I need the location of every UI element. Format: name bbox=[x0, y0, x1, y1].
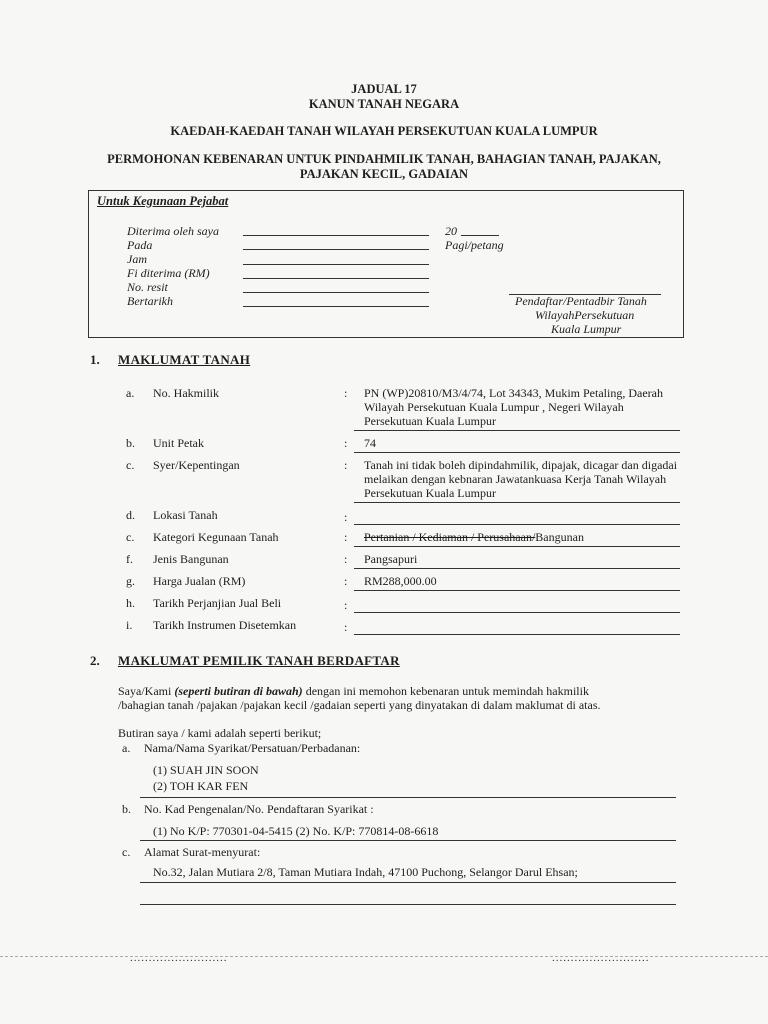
date-field[interactable] bbox=[243, 249, 429, 250]
sub-letter: c. bbox=[122, 845, 131, 859]
colon: : bbox=[344, 574, 348, 588]
act-title: KANUN TANAH NEGARA bbox=[308, 97, 460, 111]
owner-name-1: (1) SUAH JIN SOON bbox=[153, 763, 259, 777]
form-title-line2: PAJAKAN KECIL, GADAIAN bbox=[299, 167, 469, 181]
office-use-title: Untuk Kegunaan Pejabat bbox=[97, 194, 229, 208]
mailing-address-value: No.32, Jalan Mutiara 2/8, Taman Mutiara Indah, 47100 Puchong, Selangor Darul Ehsan; bbox=[153, 865, 578, 879]
item-letter: d. bbox=[126, 508, 135, 522]
fee-field[interactable] bbox=[243, 278, 429, 279]
declaration-prefix: Saya/Kami bbox=[118, 684, 175, 698]
mailing-address-line2 bbox=[140, 904, 676, 905]
building-type-label: Jenis Bangunan bbox=[153, 552, 229, 566]
sale-price-line bbox=[354, 590, 680, 591]
receipt-field[interactable] bbox=[243, 292, 429, 293]
rules-title: KAEDAH-KAEDAH TANAH WILAYAH PERSEKUTUAN KUALA LUMPUR bbox=[170, 124, 598, 138]
colon: : bbox=[344, 620, 348, 634]
title-number-line bbox=[354, 430, 680, 431]
land-location-field[interactable] bbox=[354, 524, 680, 525]
signature-dots-left: .......................... bbox=[130, 952, 228, 964]
section1-title: MAKLUMAT TANAH bbox=[118, 352, 251, 367]
item-letter: i. bbox=[126, 618, 133, 632]
colon: : bbox=[344, 552, 348, 566]
owner-name-2: (2) TOH KAR FEN bbox=[153, 779, 249, 793]
share-interest-line bbox=[354, 502, 680, 503]
mailing-address-label: Alamat Surat-menyurat: bbox=[144, 845, 261, 859]
stamp-date-label: Tarikh Instrumen Disetemkan bbox=[153, 618, 297, 632]
owner-name-line bbox=[140, 797, 676, 798]
selected-option: Bangunan bbox=[535, 530, 584, 544]
signatory-title-3: Kuala Lumpur bbox=[551, 322, 622, 336]
colon: : bbox=[344, 436, 348, 450]
item-letter: f. bbox=[126, 552, 133, 566]
received-by-label: Diterima oleh saya bbox=[127, 224, 219, 238]
colon: : bbox=[344, 598, 348, 612]
title-number-value: PN (WP)20810/M3/4/74, Lot 34343, Mukim Petaling, Daerah Wilayah Persekutuan Kuala Lumpur , Negeri Wilayah Persekutuan Kuala Lumpur bbox=[364, 386, 663, 428]
sub-letter: a. bbox=[122, 741, 131, 755]
declaration-line2: /bahagian tanah /pajakan /pajakan kecil /gadaian seperti yang dinyatakan di dalam maklumat di atas. bbox=[118, 698, 601, 712]
sale-price-label: Harga Jualan (RM) bbox=[153, 574, 246, 588]
stamp-date-field[interactable] bbox=[354, 634, 680, 635]
sale-price-value: RM288,000.00 bbox=[364, 574, 437, 588]
owner-name-label: Nama/Nama Syarikat/Persatuan/Perbadanan: bbox=[144, 741, 361, 755]
time-label: Jam bbox=[127, 252, 147, 266]
year-prefix: 20 bbox=[445, 224, 457, 238]
sub-letter: b. bbox=[122, 802, 131, 816]
am-pm-label: Pagi/petang bbox=[445, 238, 504, 252]
colon: : bbox=[344, 458, 348, 472]
parcel-unit-label: Unit Petak bbox=[153, 436, 204, 450]
id-number-values: (1) No K/P: 770301-04-5415 (2) No. K/P: 770814-08-6618 bbox=[153, 824, 439, 838]
colon: : bbox=[344, 530, 348, 544]
schedule-number: JADUAL 17 bbox=[351, 82, 417, 96]
time-field[interactable] bbox=[243, 264, 429, 265]
receipt-label: No. resit bbox=[127, 280, 168, 294]
details-intro: Butiran saya / kami adalah seperti berikut; bbox=[118, 726, 322, 740]
item-letter: c. bbox=[126, 530, 135, 544]
share-interest-label: Syer/Kepentingan bbox=[153, 458, 240, 472]
item-letter: h. bbox=[126, 596, 135, 610]
section2-number: 2. bbox=[90, 653, 100, 668]
land-use-category-value bbox=[364, 530, 684, 544]
colon: : bbox=[344, 386, 348, 400]
item-letter: a. bbox=[126, 386, 135, 400]
building-type-value: Pangsapuri bbox=[364, 552, 418, 566]
id-number-line bbox=[140, 840, 676, 841]
section2-title: MAKLUMAT PEMILIK TANAH BERDAFTAR bbox=[118, 653, 400, 668]
item-letter: c. bbox=[126, 458, 135, 472]
fee-label: Fi diterima (RM) bbox=[127, 266, 210, 280]
page-fold-line bbox=[0, 956, 768, 957]
sale-agreement-date-field[interactable] bbox=[354, 612, 680, 613]
declaration-italic: (seperti butiran di bawah) bbox=[174, 684, 303, 698]
signature-dots-right: .......................... bbox=[552, 952, 650, 964]
share-interest-value: Tanah ini tidak boleh dipindahmilik, dipajak, dicagar dan digadai melaikan dengan kebnaran Jawatankuasa Kerja Tanah Wilayah Persekutuan Kuala Lumpur bbox=[364, 458, 678, 500]
date-label: Pada bbox=[127, 238, 153, 252]
sale-agreement-date-label: Tarikh Perjanjian Jual Beli bbox=[153, 596, 282, 610]
colon: : bbox=[344, 510, 348, 524]
land-use-category-line bbox=[354, 546, 680, 547]
received-by-field[interactable] bbox=[243, 235, 429, 236]
land-use-category-label: Kategori Kegunaan Tanah bbox=[153, 530, 279, 544]
id-number-label: No. Kad Pengenalan/No. Pendaftaran Syarikat : bbox=[144, 802, 374, 816]
declaration-line1 bbox=[118, 684, 589, 699]
office-use-box bbox=[88, 190, 684, 338]
mailing-address-line1 bbox=[140, 882, 676, 883]
title-number-label: No. Hakmilik bbox=[153, 386, 219, 400]
land-location-label: Lokasi Tanah bbox=[153, 508, 218, 522]
parcel-unit-value: 74 bbox=[364, 436, 376, 450]
section1-number: 1. bbox=[90, 352, 100, 367]
year-field[interactable] bbox=[461, 235, 499, 236]
item-letter: b. bbox=[126, 436, 135, 450]
dated-label: Bertarikh bbox=[127, 294, 173, 308]
declaration-suffix: dengan ini memohon kebenaran untuk memindah hakmilik bbox=[302, 684, 589, 698]
item-letter: g. bbox=[126, 574, 135, 588]
signatory-title-2: WilayahPersekutuan bbox=[535, 308, 635, 322]
building-type-line bbox=[354, 568, 680, 569]
signatory-title-1: Pendaftar/Pentadbir Tanah bbox=[515, 294, 647, 308]
parcel-unit-line bbox=[354, 452, 680, 453]
struck-options: Pertanian / Kediaman / Perusahaan/ bbox=[364, 530, 536, 544]
form-title-line1: PERMOHONAN KEBENARAN UNTUK PINDAHMILIK TANAH, BAHAGIAN TANAH, PAJAKAN, bbox=[107, 152, 661, 166]
dated-field[interactable] bbox=[243, 306, 429, 307]
